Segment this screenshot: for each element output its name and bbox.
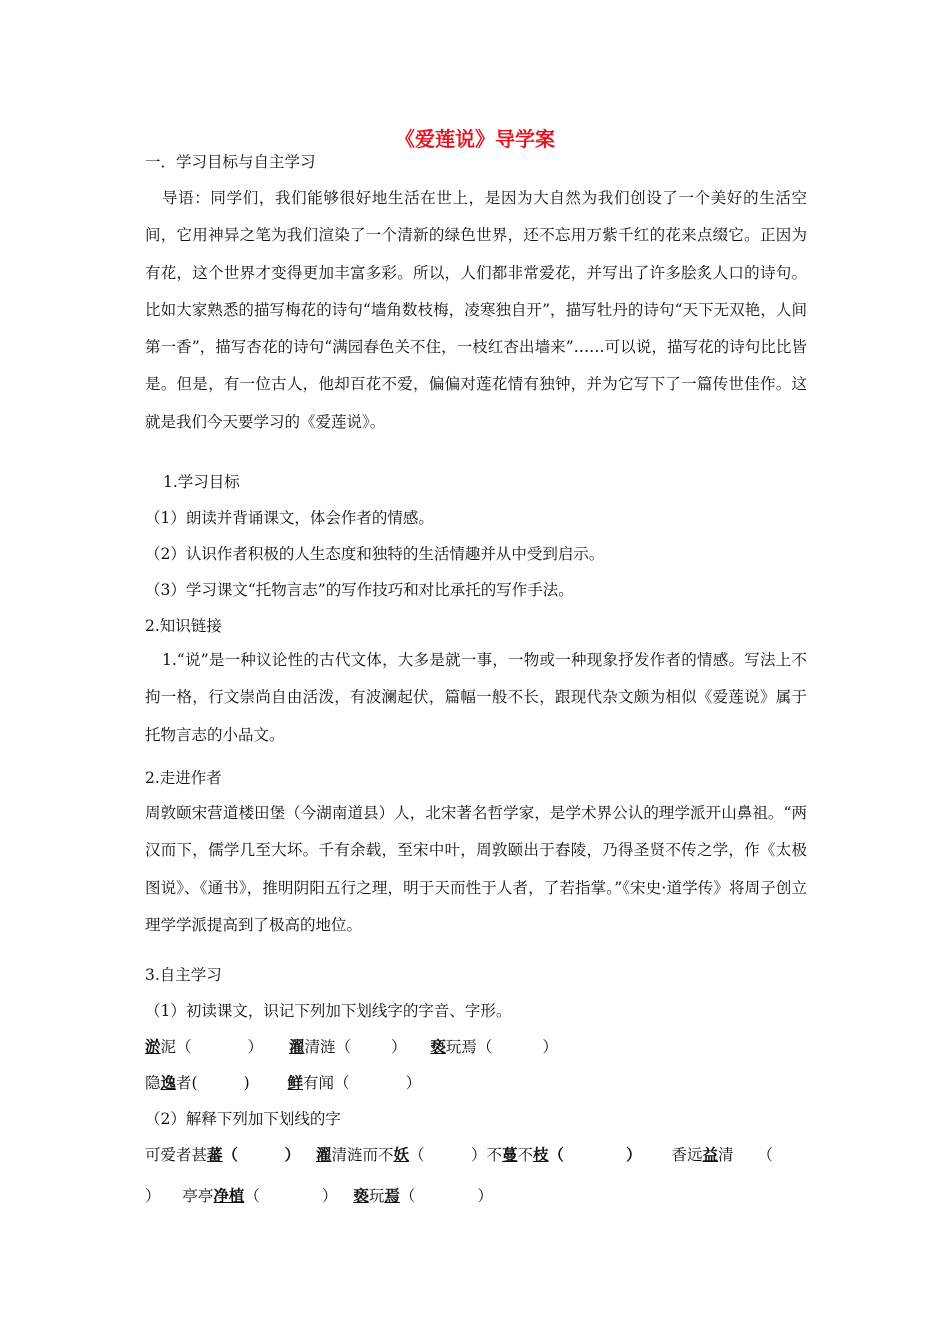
underlined-char: 亵	[430, 1037, 446, 1056]
underlined-char: 逸	[160, 1073, 177, 1092]
blank-paren: （ ）	[548, 1145, 642, 1164]
goal-item-1: （1）朗读并背诵课文，体会作者的情感。	[145, 509, 434, 527]
section-heading-goals-study: 一．学习目标与自主学习	[145, 153, 316, 171]
paren-close: ）	[247, 1038, 264, 1056]
paren-close: ）	[405, 1074, 422, 1092]
author-heading: 2.走进作者	[145, 769, 222, 787]
goals-heading: 1.学习目标	[163, 473, 240, 491]
underlined-char: 枝	[533, 1145, 549, 1164]
word-text: 玩焉（	[445, 1038, 493, 1056]
goal-item-3: （3）学习课文“托物言志”的写作技巧和对比承托的写作手法。	[145, 581, 574, 599]
knowledge-link-heading: 2.知识链接	[145, 617, 222, 635]
question-2: （2）解释下列加下划线的字	[145, 1110, 341, 1128]
underlined-chars: 净植	[213, 1186, 245, 1205]
paren-close: ）	[390, 1038, 407, 1056]
underlined-char: 鲜	[287, 1073, 304, 1092]
underlined-char: 濯	[288, 1037, 305, 1056]
definition-row-2	[145, 1186, 493, 1206]
word-text: 亭亭	[182, 1187, 214, 1205]
word-text: 有闻（	[303, 1074, 350, 1092]
underlined-char: 蕃	[207, 1145, 223, 1164]
goal-item-2: （2）认识作者积极的人生态度和独特的生活情趣并从中受到启示。	[145, 545, 605, 563]
word-text: 者(	[176, 1074, 198, 1092]
word-text: 清	[717, 1146, 734, 1164]
underlined-char: 焉	[384, 1186, 400, 1205]
underlined-char: 蔓	[502, 1145, 518, 1164]
word-text: 隐	[145, 1074, 161, 1092]
word-text: 香远	[671, 1146, 703, 1164]
blank-paren: （ ）	[408, 1146, 487, 1164]
word-text: 不	[517, 1146, 534, 1164]
blank-paren: （ ）	[399, 1187, 493, 1205]
author-paragraph: 周敦颐宋营道楼田堡（今湖南道县）人，北宋著名哲学家，是学术界公认的理学派开山鼻祖。“两汉而下，儒学几至大坏。千有余载，至宋中叶，周敦颐出于舂陵，乃得圣贤不传之学，作《太极图说》、《通书》，推明阴阳五行之理，明于天而性于人者，了若指掌。”《宋史·道学传》将周子创立理学学派提高到了极高的地位。	[145, 804, 807, 934]
underlined-char: 淤	[145, 1037, 161, 1056]
blank-paren: （ ）	[244, 1187, 338, 1205]
underlined-char: 妖	[393, 1145, 409, 1164]
paren-close: ）	[145, 1187, 161, 1205]
blank-paren: （ ）	[222, 1145, 301, 1164]
knowledge-link-paragraph: 1.“说”是一种议论性的古代文体，大多是就一事，一物或一种现象抒发作者的情感。写法上不拘一格，行文崇尚自由活泼，有波澜起伏，篇幅一般不长，跟现代杂文颇为相似《爱莲说》属于托物言志的小品文。	[145, 651, 807, 744]
underlined-char: 益	[702, 1145, 718, 1164]
self-study-heading: 3.自主学习	[145, 966, 222, 984]
underlined-char: 亵	[353, 1186, 369, 1205]
word-text: 可爱者甚	[145, 1146, 208, 1164]
paren-close: )	[243, 1074, 250, 1092]
word-text: 不	[486, 1146, 502, 1164]
question-1: （1）初读课文，识记下列加下划线字的字音、字形。	[145, 1002, 512, 1020]
paren-close: ）	[542, 1038, 558, 1056]
word-text: 泥（	[160, 1038, 192, 1056]
word-text: 玩	[368, 1187, 385, 1205]
page-title: 《爱莲说》导学案	[395, 127, 555, 151]
underlined-char: 濯	[315, 1145, 332, 1164]
intro-paragraph: 导语：同学们，我们能够很好地生活在世上，是因为大自然为我们创设了一个美好的生活空间，它用神异之笔为我们渲染了一个清新的绿色世界，还不忘用万紫千红的花来点缀它。正因为有花，这个世界才变得更加丰富多彩。所以，人们都非常爱花，并写出了许多脍炙人口的诗句。比如大家熟悉的描写梅花的诗句“墙角数枝梅，凌寒独自开”，描写牡丹的诗句“天下无双艳，人间第一香”，描写杏花的诗句“满园春色关不住，一枝红杏出墙来”……可以说，描写花的诗句比比皆是。但是，有一位古人，他却百花不爱，偏偏对莲花情有独钟，并为它写下了一篇传世佳作。这就是我们今天要学习的《爱莲说》。	[145, 189, 807, 431]
word-text: 清涟而不	[331, 1146, 394, 1164]
pronunciation-row-2	[145, 1073, 421, 1093]
definition-row-1	[145, 1145, 773, 1165]
word-text: 清涟（	[304, 1038, 351, 1056]
paren-open: （	[757, 1146, 773, 1164]
pronunciation-row-1	[145, 1037, 558, 1057]
